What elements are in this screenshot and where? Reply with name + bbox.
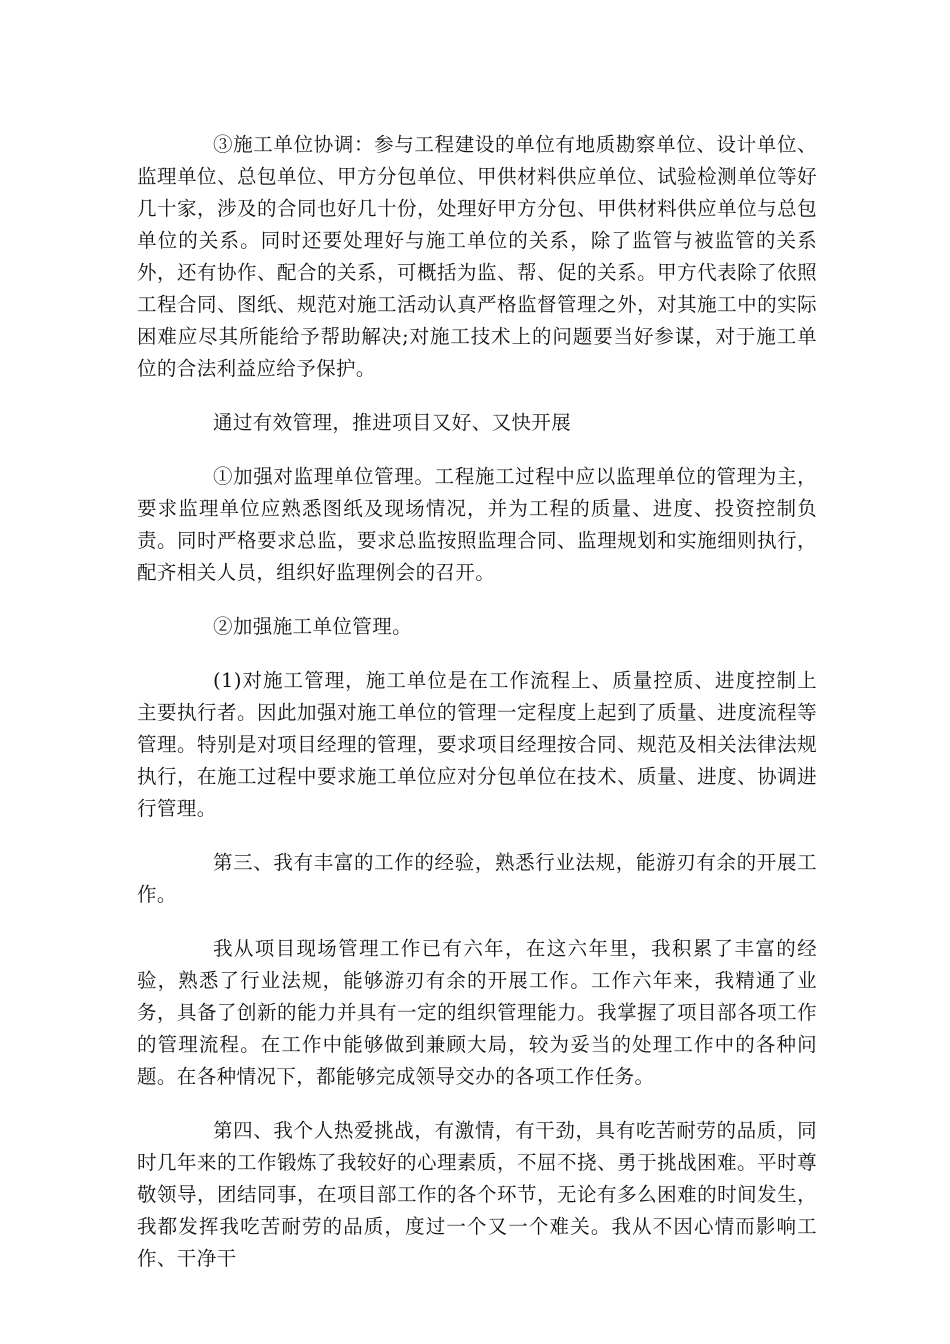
paragraph-fourth-point: 第四、我个人热爱挑战，有激情，有干劲，具有吃苦耐劳的品质，同时几年来的工作锻炼了我较好的心理素质，不屈不挠、勇于挑战困难。平时尊敬领导，团结同事，在项目部工作的各个环节，无论有多么困难的时间发生，我都发挥我吃苦耐劳的品质，度过一个又一个难关。我从不因心情而影响工作、干净干 bbox=[137, 1119, 817, 1270]
paragraph-experience: 我从项目现场管理工作已有六年，在这六年里，我积累了丰富的经验，熟悉了行业法规，能够游刃有余的开展工作。工作六年来，我精通了业务，具备了创新的能力并具有一定的组织管理能力。我掌握了项目部各项工作的管理流程。在工作中能够做到兼顾大局，较为妥当的处理工作中的各种问题。在各种情况下，都能够完成领导交办的各项工作任务。 bbox=[137, 937, 817, 1088]
paragraph-construction-unit-management: ②加强施工单位管理。 bbox=[213, 615, 413, 638]
paragraph-third-point: 第三、我有丰富的工作的经验，熟悉行业法规，能游刃有余的开展工作。 bbox=[137, 851, 817, 906]
document-body bbox=[137, 129, 817, 1275]
paragraph-construction-coordination: ③施工单位协调：参与工程建设的单位有地质勘察单位、设计单位、监理单位、总包单位、甲方分包单位、甲供材料供应单位、试验检测单位等好几十家，涉及的合同也好几十份，处理好甲方分包、甲供材料供应单位与总包单位的关系。同时还要处理好与施工单位的关系，除了监管与被监管的关系外，还有协作、配合的关系，可概括为监、帮、促的关系。甲方代表除了依照工程合同、图纸、规范对施工活动认真严格监督管理之外，对其施工中的实际困难应尽其所能给予帮助解决;对施工技术上的问题要当好参谋，对于施工单位的合法利益应给予保护。 bbox=[137, 133, 817, 380]
paragraph-construction-management-detail: (1)对施工管理，施工单位是在工作流程上、质量控质、进度控制上主要执行者。因此加强对施工单位的管理一定程度上起到了质量、进度流程等管理。特别是对项目经理的管理，要求项目经理按合同、规范及相关法律法规执行，在施工过程中要求施工单位应对分包单位在技术、质量、进度、协调进行管理。 bbox=[137, 669, 817, 820]
paragraph-supervision-management: ①加强对监理单位管理。工程施工过程中应以监理单位的管理为主，要求监理单位应熟悉图纸及现场情况，并为工程的质量、进度、投资控制负责。同时严格要求总监，要求总监按照监理合同、监理规划和实施细则执行，配齐相关人员，组织好监理例会的召开。 bbox=[137, 465, 817, 584]
paragraph-effective-management-heading: 通过有效管理，推进项目又好、又快开展 bbox=[213, 411, 572, 434]
